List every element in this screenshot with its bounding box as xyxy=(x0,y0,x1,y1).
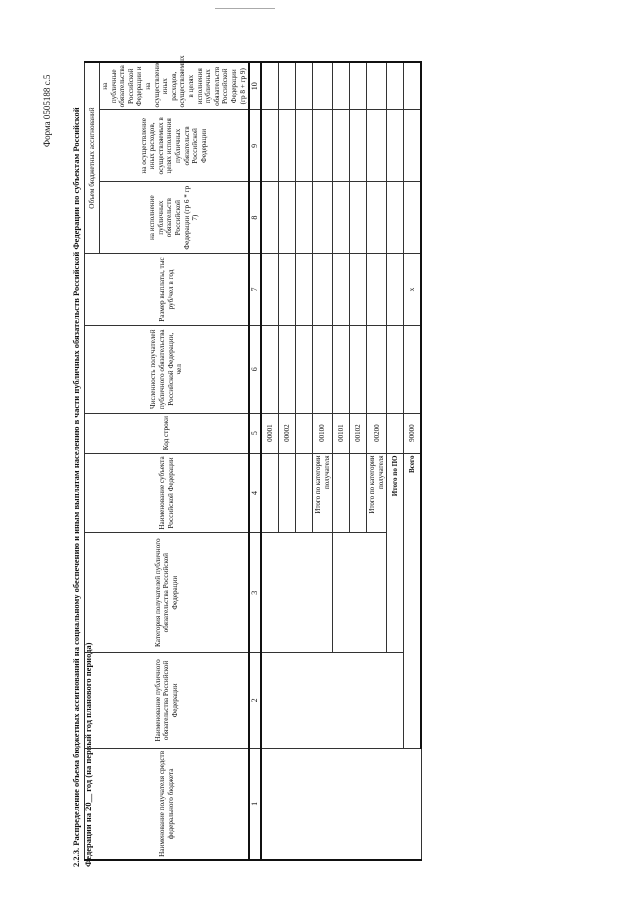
cell xyxy=(313,110,333,182)
allocation-table xyxy=(84,55,422,861)
cell xyxy=(313,325,333,413)
colnum-2: 2 xyxy=(249,653,261,749)
header-execution: на исполнение публичных обязательств Российской Федерации (гр 6 * гр 7) xyxy=(100,182,250,254)
cell xyxy=(367,254,387,326)
top-rule xyxy=(215,8,275,9)
cell xyxy=(387,110,404,182)
section-title-line-2: Федерации на 20__ год (на первый год планового периода) xyxy=(83,642,93,867)
colnum-4: 4 xyxy=(249,453,261,533)
colnum-7: 7 xyxy=(249,254,261,326)
region-cell xyxy=(279,453,296,533)
row-code xyxy=(387,413,404,453)
cell xyxy=(313,62,333,110)
cell xyxy=(387,325,404,413)
cell xyxy=(333,325,350,413)
cell xyxy=(350,110,367,182)
grand-total-label: Всего xyxy=(404,453,422,748)
header-count: Численность получателей публичного обязательства Российской Федерации, чел xyxy=(85,325,250,413)
cell xyxy=(279,254,296,326)
row-code: 90000 xyxy=(404,413,422,453)
cell xyxy=(296,254,313,326)
cell xyxy=(333,182,350,254)
cell xyxy=(404,62,422,110)
row-code: 00102 xyxy=(350,413,367,453)
cell xyxy=(350,254,367,326)
cell xyxy=(404,182,422,254)
table-row xyxy=(261,62,279,860)
not-applicable-mark: x xyxy=(404,254,422,326)
column-number-row xyxy=(249,62,261,860)
cell xyxy=(367,62,387,110)
cell xyxy=(387,254,404,326)
cell xyxy=(404,110,422,182)
section-title-line-1: 2.2.3. Распределение объема бюджетных ассигнований на социальному обеспечению и иным выплатам населению в части публичных обязательств Российской Федерации по субъектам Российской xyxy=(71,107,81,867)
form-code: Форма 0505188 с.5 xyxy=(42,74,52,147)
cell xyxy=(333,62,350,110)
cell xyxy=(333,110,350,182)
cell xyxy=(296,110,313,182)
cell xyxy=(367,110,387,182)
region-cell xyxy=(333,453,350,533)
cell xyxy=(387,182,404,254)
cell xyxy=(279,182,296,254)
row-code: 00101 xyxy=(333,413,350,453)
cell xyxy=(313,254,333,326)
cell xyxy=(367,325,387,413)
row-code: 00100 xyxy=(313,413,333,453)
cell xyxy=(296,62,313,110)
cell xyxy=(333,254,350,326)
cell xyxy=(279,62,296,110)
header-payment-size: Размер выплаты, тыс руб/чел в год xyxy=(85,254,250,326)
row-code xyxy=(296,413,313,453)
row-code: 00002 xyxy=(279,413,296,453)
header-row-1 xyxy=(85,62,100,860)
total-po-label: Итого по ПО xyxy=(387,453,404,652)
header-category: Категория получателей публичного обязательства Российской Федерации xyxy=(85,533,250,653)
header-region: Наименование субъекта Российской Федерации xyxy=(85,453,250,533)
cell xyxy=(279,325,296,413)
header-group-allocations: Объем бюджетных ассигнований xyxy=(85,62,100,254)
cell xyxy=(350,182,367,254)
row-code: 00200 xyxy=(367,413,387,453)
cell xyxy=(279,110,296,182)
header-total-allocation: на публичные обязательства Российской Федерации и на осуществление иных расходов, осуществляемых в целях исполнения публичных обязательств Российской Федерации (гр 8 + гр 9) xyxy=(100,62,250,110)
grand-total-row xyxy=(404,62,422,860)
cell xyxy=(261,62,279,110)
obligation-cell xyxy=(261,653,404,749)
row-code: 00001 xyxy=(261,413,279,453)
category-cell xyxy=(261,533,333,653)
cell xyxy=(261,182,279,254)
region-cell xyxy=(296,453,313,533)
header-row-code: Код строки xyxy=(85,413,250,453)
cell xyxy=(350,62,367,110)
recipient-cell xyxy=(261,748,421,860)
cell xyxy=(387,62,404,110)
category-cell xyxy=(333,533,387,653)
region-cell xyxy=(350,453,367,533)
cell xyxy=(296,182,313,254)
colnum-3: 3 xyxy=(249,533,261,653)
subtotal-label: Итого по категории получателя xyxy=(313,453,333,533)
colnum-8: 8 xyxy=(249,182,261,254)
header-other-expenses: на осуществление иных расходов, осуществляемых в целях исполнения публичных обязательств Российской Федерации xyxy=(100,110,250,182)
rotated-form-sheet xyxy=(40,55,417,875)
cell xyxy=(261,325,279,413)
cell xyxy=(367,182,387,254)
colnum-5: 5 xyxy=(249,413,261,453)
colnum-1: 1 xyxy=(249,748,261,860)
cell xyxy=(313,182,333,254)
cell xyxy=(404,325,422,413)
colnum-6: 6 xyxy=(249,325,261,413)
header-recipient: Наименование получателя средств федерального бюджета xyxy=(85,748,250,860)
region-cell xyxy=(261,453,279,533)
cell xyxy=(350,325,367,413)
subtotal-label: Итого по категории получателя xyxy=(367,453,387,533)
cell xyxy=(261,254,279,326)
colnum-9: 9 xyxy=(249,110,261,182)
colnum-10: 10 xyxy=(249,62,261,110)
header-obligation: Наименование публичного обязательства Российской Федерации xyxy=(85,653,250,749)
cell xyxy=(261,110,279,182)
cell xyxy=(296,325,313,413)
